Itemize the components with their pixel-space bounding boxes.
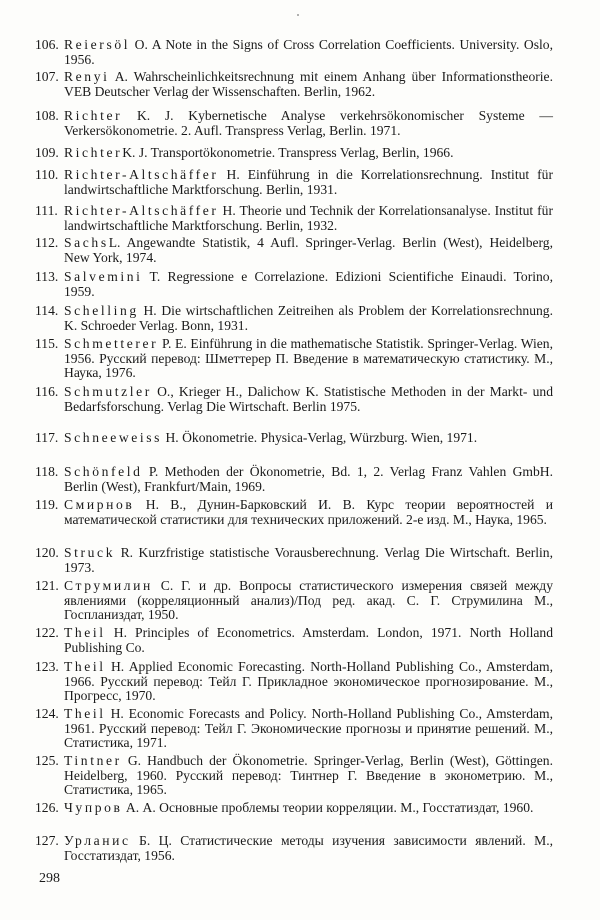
reference-details: Б. Ц. Статистические методы изучения зависимости явлений. М., Госстатиздат, 1956.	[64, 833, 553, 863]
reference-number: 120.	[35, 545, 59, 560]
reference-text	[64, 660, 553, 704]
reference-details: K. J. Transportökonometrie. Transpress Verlag, Berlin, 1966.	[122, 145, 454, 160]
reference-number: 121.	[35, 578, 59, 593]
reference-author: Schönfeld	[64, 464, 143, 479]
reference-author: Tintner	[64, 753, 122, 768]
reference-details: L. Angewandte Statistik, 4 Aufl. Springer-Verlag. Berlin (West), Heidelberg, New York, 1974.	[64, 235, 553, 265]
reference-number: 127.	[35, 833, 59, 848]
reference-number: 113.	[35, 269, 59, 284]
reference-details: H. Ökonometrie. Physica-Verlag, Würzburg. Wien, 1971.	[162, 430, 478, 445]
reference-text	[64, 146, 553, 161]
reference-number: 114.	[35, 303, 59, 318]
reference-details: H. Die wirtschaftlichen Zeitreihen als Problem der Korrelationsrechnung. K. Schroeder Verlag. Bonn, 1931.	[64, 303, 553, 333]
reference-details: H. Einführung in die Korrelationsrechnung. Institut für landwirtschaftliche Marktforschung. Berlin, 1931.	[64, 167, 553, 197]
reference-details: K. J. Kybernetische Analyse verkehrsökonomischer Systeme — Verkersökonometrie. 2. Aufl. Transpress Verlag, Berlin. 1971.	[64, 108, 553, 138]
reference-number: 124.	[35, 706, 59, 721]
reference-text	[64, 626, 553, 655]
reference-details: H. Principles of Econometrics. Amsterdam. London, 1971. North Holland Publishing Co.	[64, 625, 553, 655]
reference-details: O. A Note in the Signs of Cross Correlation Coefficients. University. Oslo, 1956.	[64, 37, 553, 67]
reference-number: 119.	[35, 497, 59, 512]
reference-text	[64, 236, 553, 265]
reference-author: Richter	[64, 145, 123, 160]
reference-details: Н. В., Дунин-Барковский И. В. Курс теории вероятностей и математической статистики для технических приложений. 2-е изд. М., Наука, 1965.	[64, 497, 553, 527]
reference-text	[64, 109, 553, 138]
reference-details: H. Theorie und Technik der Korrelationsanalyse. Institut für landwirtschaftliche Marktforschung. Berlin, 1932.	[64, 203, 553, 233]
reference-text	[64, 38, 553, 67]
reference-number: 111.	[35, 203, 58, 218]
reference-author: Richter	[64, 108, 123, 123]
reference-number: 125.	[35, 753, 59, 768]
reference-number: 107.	[35, 69, 59, 84]
reference-author: Theil	[64, 625, 106, 640]
reference-author: Renyi	[64, 69, 110, 84]
reference-author: Theil	[64, 706, 106, 721]
reference-text	[64, 431, 553, 446]
reference-author: Theil	[64, 659, 106, 674]
reference-author: Струмилин	[64, 578, 153, 593]
reference-number: 108.	[35, 108, 59, 123]
reference-text	[64, 270, 553, 299]
reference-number: 116.	[35, 384, 59, 399]
reference-text	[64, 754, 553, 798]
reference-details: P. E. Einführung in die mathematische Statistik. Springer-Verlag. Wien, 1956. Русский перевод: Шметтерер П. Введение в математическую статистику. М., Наука, 1976.	[64, 336, 553, 381]
reference-text	[64, 579, 553, 623]
reference-number: 123.	[35, 659, 59, 674]
reference-number: 112.	[35, 235, 59, 250]
reference-text	[64, 465, 553, 494]
reference-details: А. А. Основные проблемы теории корреляции. М., Госстатиздат, 1960.	[122, 800, 534, 815]
reference-number: 109.	[35, 145, 59, 160]
reference-author: Schmetterer	[64, 336, 159, 351]
reference-author: Schmutzler	[64, 384, 152, 399]
reference-details: P. Methoden der Ökonometrie, Bd. 1, 2. Verlag Franz Vahlen GmbH. Berlin (West), Frankfurt/Main, 1969.	[64, 464, 553, 494]
reference-details: A. Wahrscheinlichkeitsrechnung mit einem Anhang über Informationstheorie. VEB Deutscher Verlag der Wissenschaften. Berlin, 1962.	[64, 69, 553, 99]
reference-text	[64, 337, 553, 381]
reference-number: 118.	[35, 464, 59, 479]
reference-number: 115.	[35, 336, 59, 351]
reference-number: 106.	[35, 37, 59, 52]
reference-author: Reiersöl	[64, 37, 131, 52]
reference-text	[64, 168, 553, 197]
reference-text	[64, 834, 553, 863]
reference-author: Урланис	[64, 833, 131, 848]
reference-number: 110.	[35, 167, 59, 182]
page-number: 298	[39, 871, 60, 886]
reference-text	[64, 801, 553, 816]
reference-text	[64, 498, 553, 527]
reference-author: Salvemini	[64, 269, 143, 284]
reference-number: 126.	[35, 800, 59, 815]
reference-author: Смирнов	[64, 497, 135, 512]
reference-number: 122.	[35, 625, 59, 640]
reference-details: H. Applied Economic Forecasting. North-Holland Publishing Co., Amsterdam, 1966. Русский перевод: Тейл Г. Прикладное экономическое прогнозирование. М., Прогресс, 1970.	[64, 659, 553, 704]
scan-speck	[297, 14, 299, 16]
reference-author: Richter-Altschäffer	[64, 167, 219, 182]
reference-details: O., Krieger H., Dalichow K. Statistische Methoden in der Markt- und Bedarfsforschung. Verlag Die Wirtschaft. Berlin 1975.	[64, 384, 553, 414]
reference-author: Struck	[64, 545, 116, 560]
reference-text	[64, 304, 553, 333]
reference-author: Richter-Altschäffer	[64, 203, 219, 218]
reference-text	[64, 385, 553, 414]
reference-author: Schelling	[64, 303, 139, 318]
reference-details: T. Regressione e Correlazione. Edizioni Scientifiche Einaudi. Torino, 1959.	[64, 269, 553, 299]
reference-author: Sachs	[64, 235, 109, 250]
reference-text	[64, 204, 553, 233]
reference-details: С. Г. и др. Вопросы статистического измерения связей между явлениями (корреляционный анализ)/Под ред. акад. С. Г. Струмилина М., Госпланиздат, 1950.	[64, 578, 553, 623]
reference-text	[64, 546, 553, 575]
reference-author: Чупров	[64, 800, 123, 815]
reference-details: R. Kurzfristige statistische Vorausberechnung. Verlag Die Wirtschaft. Berlin, 1973.	[64, 545, 553, 575]
reference-details: H. Economic Forecasts and Policy. North-Holland Publishing Co., Amsterdam, 1961. Русский перевод: Тейл Г. Экономические прогнозы и принятие решений. М., Статистика, 1971.	[64, 706, 553, 751]
reference-text	[64, 707, 553, 751]
reference-text	[64, 70, 553, 99]
reference-author: Schneeweiss	[64, 430, 163, 445]
reference-details: G. Handbuch der Ökonometrie. Springer-Verlag, Berlin (West), Göttingen. Heidelberg, 1960. Русский перевод: Тинтнер Г. Введение в эконометрию. М., Статистика, 1965.	[64, 753, 553, 798]
reference-number: 117.	[35, 430, 59, 445]
